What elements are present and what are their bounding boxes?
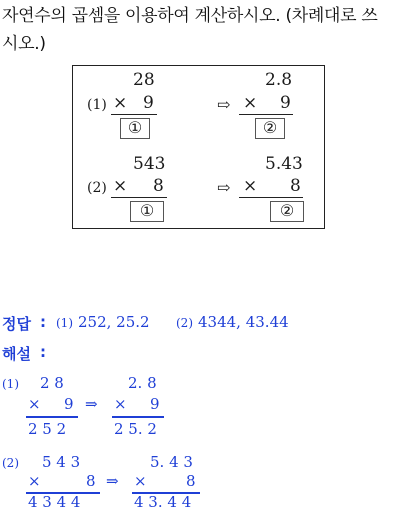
p2-right-top: 5.43: [265, 154, 303, 174]
question-line-1: 자연수의 곱셈을 이용하여 계산하시오. (차례대로 쓰: [2, 6, 378, 26]
p1-left-answer-box: ①: [120, 118, 150, 139]
p2-right-multiplier: 8: [290, 176, 301, 196]
p1-label: (1): [87, 97, 107, 113]
p1-right-top: 2.8: [265, 70, 293, 90]
s2-arrow-icon: ⇒: [106, 472, 119, 490]
p1-left-underline: [111, 114, 157, 115]
s2-right-multiplier: 8: [186, 472, 196, 490]
s2-right-top: 5. 4 3: [150, 453, 193, 471]
s2-left-multiplier: 8: [86, 472, 96, 490]
s2-left-top: 5 4 3: [42, 453, 81, 471]
p2-right-times: ×: [243, 176, 258, 196]
p2-left-times: ×: [113, 176, 128, 196]
p2-label: (2): [87, 180, 107, 196]
s1-left-top: 2 8: [40, 374, 64, 392]
p1-left-multiplier: 9: [143, 93, 154, 113]
s1-left-result: 2 5 2: [28, 420, 67, 438]
answer-p2-label: (2): [176, 316, 193, 330]
s1-label: (1): [2, 377, 19, 391]
p2-arrow-icon: ⇨: [217, 178, 231, 197]
s2-label: (2): [2, 456, 19, 470]
explanation-colon: :: [40, 343, 46, 361]
p1-arrow-icon: ⇨: [217, 95, 231, 114]
question-text: [2, 2, 398, 58]
p2-right-underline: [239, 197, 303, 198]
answer-label: 정답: [2, 315, 31, 333]
p1-right-underline: [239, 114, 293, 115]
s2-left-times: ×: [28, 472, 41, 490]
s1-arrow-icon: ⇒: [85, 395, 98, 413]
question-line-2: 시오.): [2, 34, 46, 54]
p1-left-top: 28: [133, 70, 155, 90]
s1-right-multiplier: 9: [150, 395, 160, 413]
problem-box: [72, 65, 325, 229]
s1-left-underline: [26, 416, 78, 418]
answer-p1-label: (1): [56, 316, 73, 330]
p1-right-times: ×: [243, 93, 258, 113]
s1-right-underline: [112, 416, 164, 418]
s2-right-times: ×: [134, 472, 147, 490]
s1-left-multiplier: 9: [64, 395, 74, 413]
s1-right-top: 2. 8: [128, 374, 157, 392]
s2-right-result: 4 3. 4 4: [134, 493, 192, 511]
s2-left-result: 4 3 4 4: [28, 493, 81, 511]
p2-left-top: 543: [133, 154, 166, 174]
p2-right-answer-box: ②: [270, 201, 304, 222]
p1-left-times: ×: [113, 93, 128, 113]
s1-right-result: 2 5. 2: [114, 420, 157, 438]
explanation-label: 해설: [2, 345, 31, 363]
p2-left-multiplier: 8: [153, 176, 164, 196]
answer-colon: :: [40, 313, 46, 331]
p1-right-answer-box: ②: [255, 118, 285, 139]
p1-right-multiplier: 9: [280, 93, 291, 113]
answer-p1-values: 252, 25.2: [78, 313, 150, 331]
p2-left-underline: [111, 197, 167, 198]
s1-right-times: ×: [114, 395, 127, 413]
answer-p2-values: 4344, 43.44: [198, 313, 289, 331]
p2-left-answer-box: ①: [130, 201, 164, 222]
s1-left-times: ×: [28, 395, 41, 413]
